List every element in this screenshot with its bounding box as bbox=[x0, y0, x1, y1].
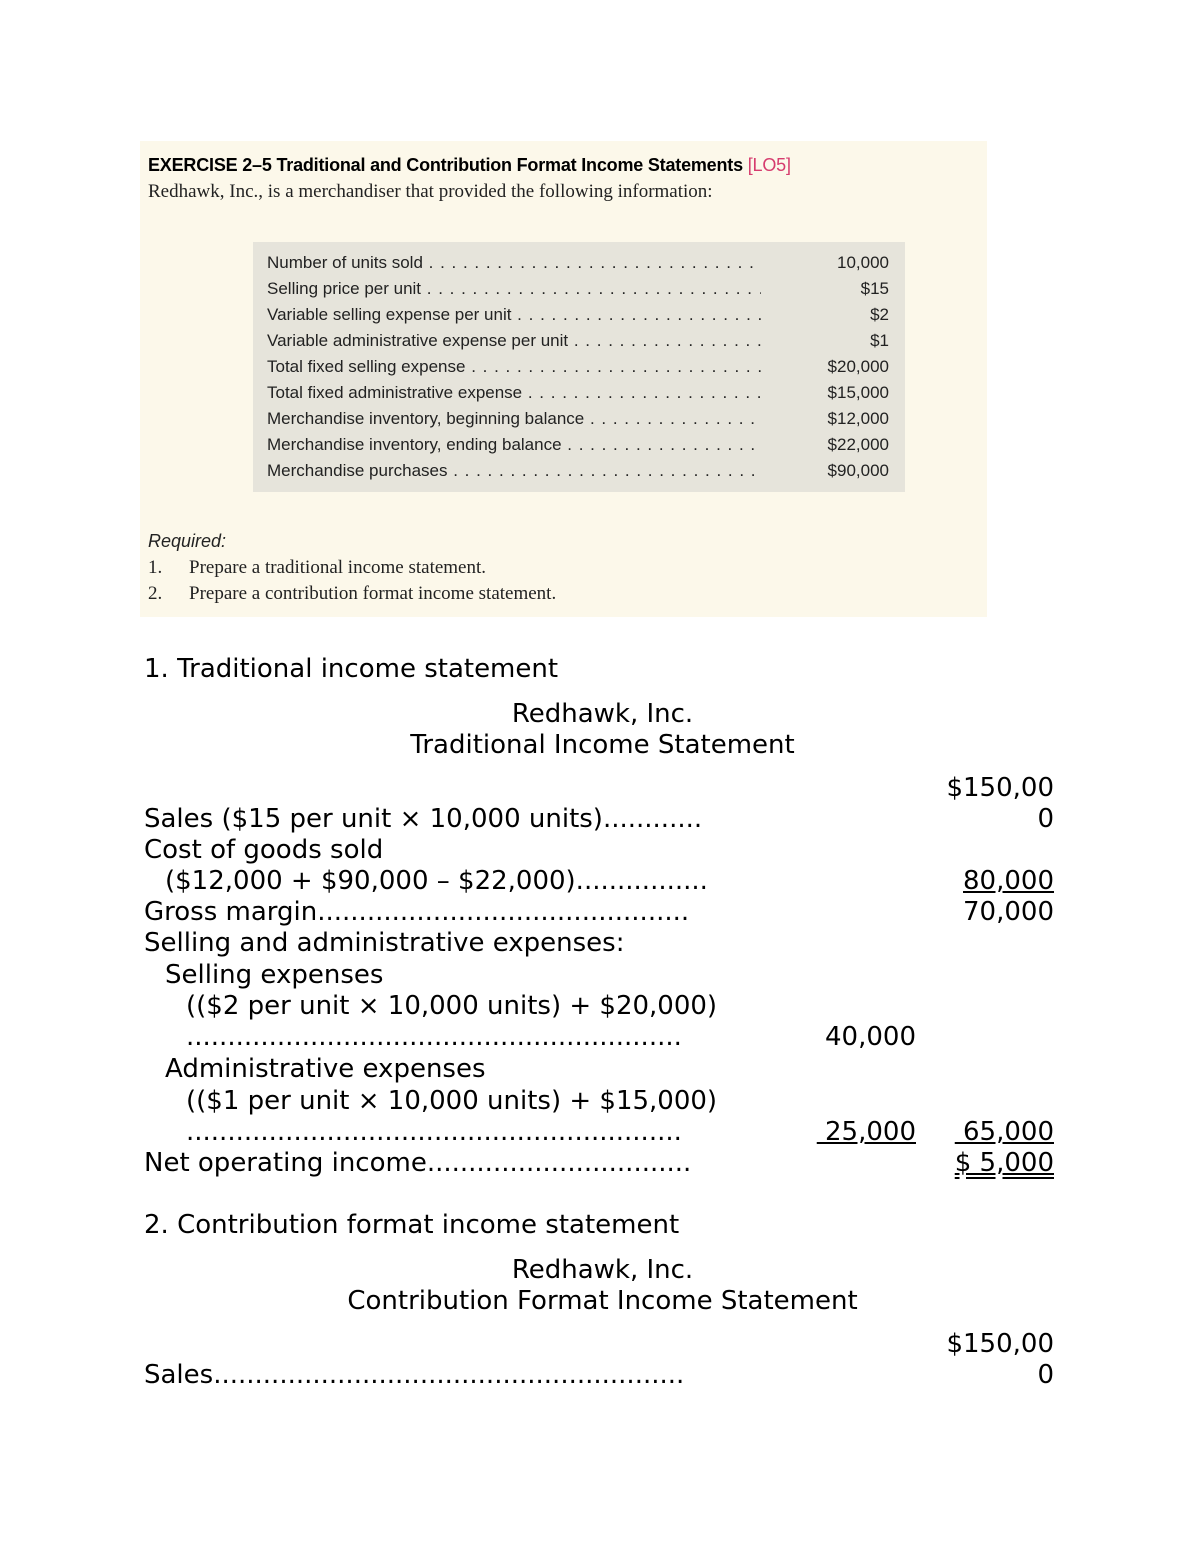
contribution-company: Redhawk, Inc. bbox=[511, 1255, 694, 1285]
info-row bbox=[267, 331, 889, 357]
info-row bbox=[267, 409, 889, 435]
sa-expenses-total: 65,000 bbox=[954, 1117, 1054, 1147]
exercise-title-text: EXERCISE 2–5 Traditional and Contribution Format Income Statements bbox=[148, 155, 743, 175]
info-row bbox=[267, 253, 889, 279]
required-number: 1. bbox=[148, 557, 163, 578]
cogs-detail: ($12,000 + $90,000 – $22,000)................ bbox=[165, 866, 708, 896]
sales-value-cont: 0 bbox=[1037, 804, 1054, 834]
info-label: Variable selling expense per unit . . . bbox=[267, 305, 761, 325]
exercise-title bbox=[148, 155, 791, 176]
info-value: 10,000 bbox=[837, 253, 889, 272]
info-value: $22,000 bbox=[827, 435, 889, 454]
traditional-title: Traditional Income Statement bbox=[410, 730, 795, 760]
net-operating-income-label: Net operating income................................ bbox=[144, 1148, 692, 1178]
info-label: Merchandise inventory, beginning balance . . . bbox=[267, 409, 761, 429]
info-value: $1 bbox=[870, 331, 889, 350]
selling-expenses-value: 40,000 bbox=[825, 1022, 916, 1052]
info-row bbox=[267, 279, 889, 305]
traditional-heading: 1. Traditional income statement bbox=[144, 654, 559, 684]
info-table bbox=[253, 242, 905, 492]
selling-expenses-dots: ............................................................ bbox=[186, 1022, 682, 1052]
exercise-box bbox=[140, 141, 987, 617]
admin-expenses-detail: (($1 per unit × 10,000 units) + $15,000) bbox=[186, 1086, 718, 1116]
sa-expenses-label: Selling and administrative expenses: bbox=[144, 928, 625, 958]
gross-margin-label: Gross margin............................................. bbox=[144, 897, 690, 927]
learning-objective: [LO5] bbox=[747, 155, 791, 175]
info-label: Total fixed administrative expense . . . bbox=[267, 383, 761, 403]
info-row bbox=[267, 383, 889, 409]
contribution-heading: 2. Contribution format income statement bbox=[144, 1210, 680, 1240]
traditional-company: Redhawk, Inc. bbox=[511, 699, 694, 729]
admin-expenses-dots: ............................................................ bbox=[186, 1117, 682, 1147]
info-row bbox=[267, 305, 889, 331]
sales-label: Sales ($15 per unit × 10,000 units)............ bbox=[144, 804, 703, 834]
info-value: $20,000 bbox=[827, 357, 889, 376]
info-label: Merchandise inventory, ending balance . . . bbox=[267, 435, 761, 455]
info-label: Number of units sold . . . bbox=[267, 253, 761, 273]
info-value: $12,000 bbox=[827, 409, 889, 428]
required-text: Prepare a traditional income statement. bbox=[189, 557, 487, 578]
contribution-title: Contribution Format Income Statement bbox=[347, 1286, 858, 1316]
contribution-sales-label: Sales......................................................... bbox=[144, 1360, 685, 1390]
info-value: $90,000 bbox=[827, 461, 889, 480]
info-value: $15,000 bbox=[827, 383, 889, 402]
info-row bbox=[267, 461, 889, 487]
info-label: Total fixed selling expense . . . bbox=[267, 357, 761, 377]
info-row bbox=[267, 357, 889, 383]
required-heading: Required: bbox=[148, 531, 227, 551]
info-label: Merchandise purchases . . . bbox=[267, 461, 761, 481]
required-number: 2. bbox=[148, 583, 163, 604]
cogs-value: 80,000 bbox=[963, 866, 1054, 896]
selling-expenses-detail: (($2 per unit × 10,000 units) + $20,000) bbox=[186, 991, 718, 1021]
net-operating-income-value: $ 5,000 bbox=[954, 1148, 1054, 1178]
cogs-label: Cost of goods sold bbox=[144, 835, 384, 865]
required-text: Prepare a contribution format income statement. bbox=[189, 583, 557, 604]
contribution-sales-value: $150,00 bbox=[946, 1329, 1054, 1359]
sales-value: $150,00 bbox=[946, 773, 1054, 803]
admin-expenses-value: 25,000 bbox=[816, 1117, 916, 1147]
contribution-sales-value-cont: 0 bbox=[1037, 1360, 1054, 1390]
info-label: Selling price per unit . . . bbox=[267, 279, 761, 299]
gross-margin-value: 70,000 bbox=[963, 897, 1054, 927]
exercise-intro: Redhawk, Inc., is a merchandiser that provided the following information: bbox=[148, 181, 713, 202]
info-value: $15 bbox=[860, 279, 889, 298]
selling-expenses-label: Selling expenses bbox=[165, 960, 384, 990]
info-value: $2 bbox=[870, 305, 889, 324]
admin-expenses-label: Administrative expenses bbox=[165, 1054, 486, 1084]
info-row bbox=[267, 435, 889, 461]
info-label: Variable administrative expense per unit . . . bbox=[267, 331, 761, 351]
